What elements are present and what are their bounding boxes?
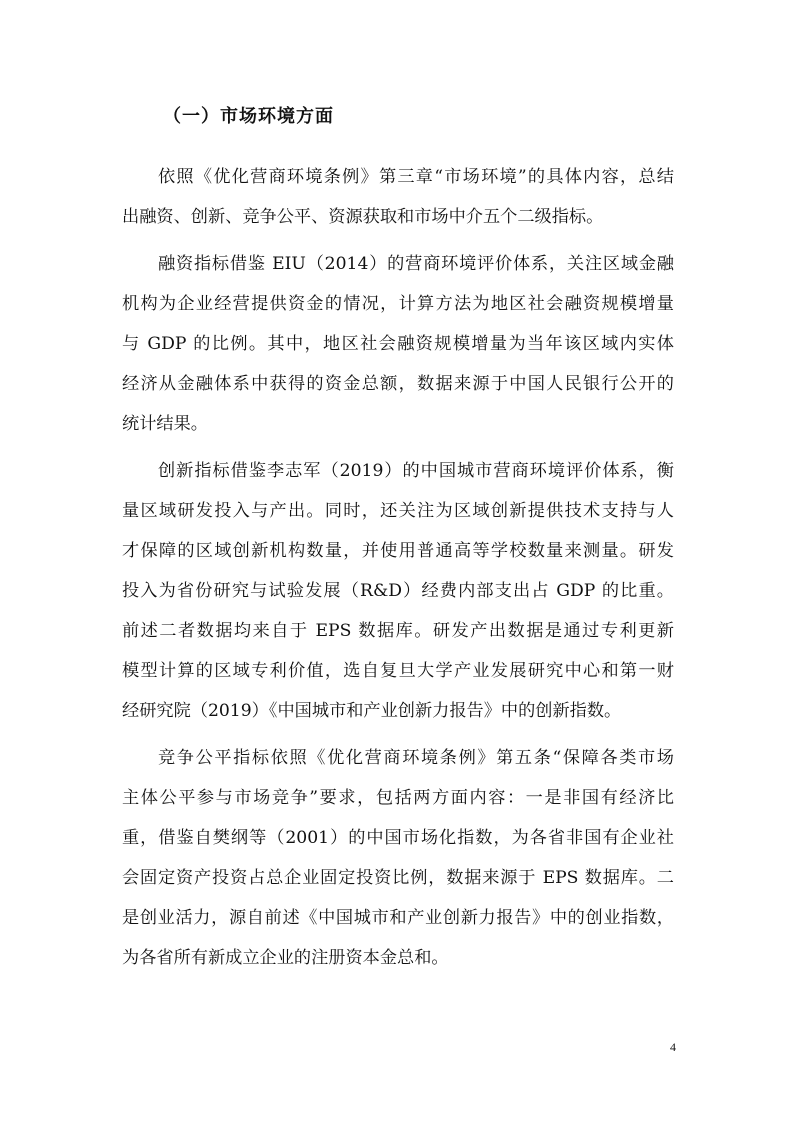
text-line: 会固定资产投资占总企业固定投资比例，数据来源于 EPS 数据库。二 [122, 868, 674, 888]
paragraph [122, 157, 674, 237]
text-line: 出融资、创新、竞争公平、资源获取和市场中介五个二级指标。 [122, 207, 604, 227]
text-line: 模型计算的区域专利价值，选自复旦大学产业发展研究中心和第一财 [122, 661, 674, 681]
text-line: 主体公平参与市场竞争”要求，包括两方面内容：一是非国有经济比 [122, 788, 674, 808]
page-number: 4 [670, 1040, 676, 1054]
text-line: 融资指标借鉴 EIU（2014）的营商环境评价体系，关注区域金融 [158, 254, 674, 274]
text-line: 才保障的区域创新机构数量，并使用普通高等学校数量来测量。研发 [122, 541, 674, 561]
body-text [122, 157, 674, 985]
text-line: 投入为省份研究与试验发展（R&D）经费内部支出占 GDP 的比重。 [122, 581, 674, 601]
text-line: 经研究院（2019）《中国城市和产业创新力报告》中的创新指数。 [122, 701, 622, 721]
text-line: 为各省所有新成立企业的注册资本金总和。 [122, 948, 449, 968]
section-heading: （一）市场环境方面 [163, 106, 334, 127]
text-line: 与 GDP 的比例。其中，地区社会融资规模增量为当年该区域内实体 [122, 334, 674, 354]
text-line: 统计结果。 [122, 414, 208, 434]
text-line: 前述二者数据均来自于 EPS 数据库。研发产出数据是通过专利更新 [122, 621, 674, 641]
text-line: 重，借鉴自樊纲等（2001）的中国市场化指数，为各省非国有企业社 [122, 828, 674, 848]
text-line: 是创业活力，源自前述《中国城市和产业创新力报告》中的创业指数， [122, 908, 674, 928]
paragraph [122, 244, 674, 444]
text-line: 依照《优化营商环境条例》第三章“市场环境”的具体内容，总结 [158, 167, 674, 187]
paragraph [122, 451, 674, 731]
text-line: 竞争公平指标依照《优化营商环境条例》第五条“保障各类市场 [158, 748, 674, 768]
text-line: 量区域研发投入与产出。同时，还关注为区域创新提供技术支持与人 [122, 501, 674, 521]
text-line: 创新指标借鉴李志军（2019）的中国城市营商环境评价体系，衡 [158, 461, 674, 481]
paragraph [122, 738, 674, 978]
text-line: 经济从金融体系中获得的资金总额，数据来源于中国人民银行公开的 [122, 374, 674, 394]
text-line: 机构为企业经营提供资金的情况，计算方法为地区社会融资规模增量 [122, 294, 674, 314]
